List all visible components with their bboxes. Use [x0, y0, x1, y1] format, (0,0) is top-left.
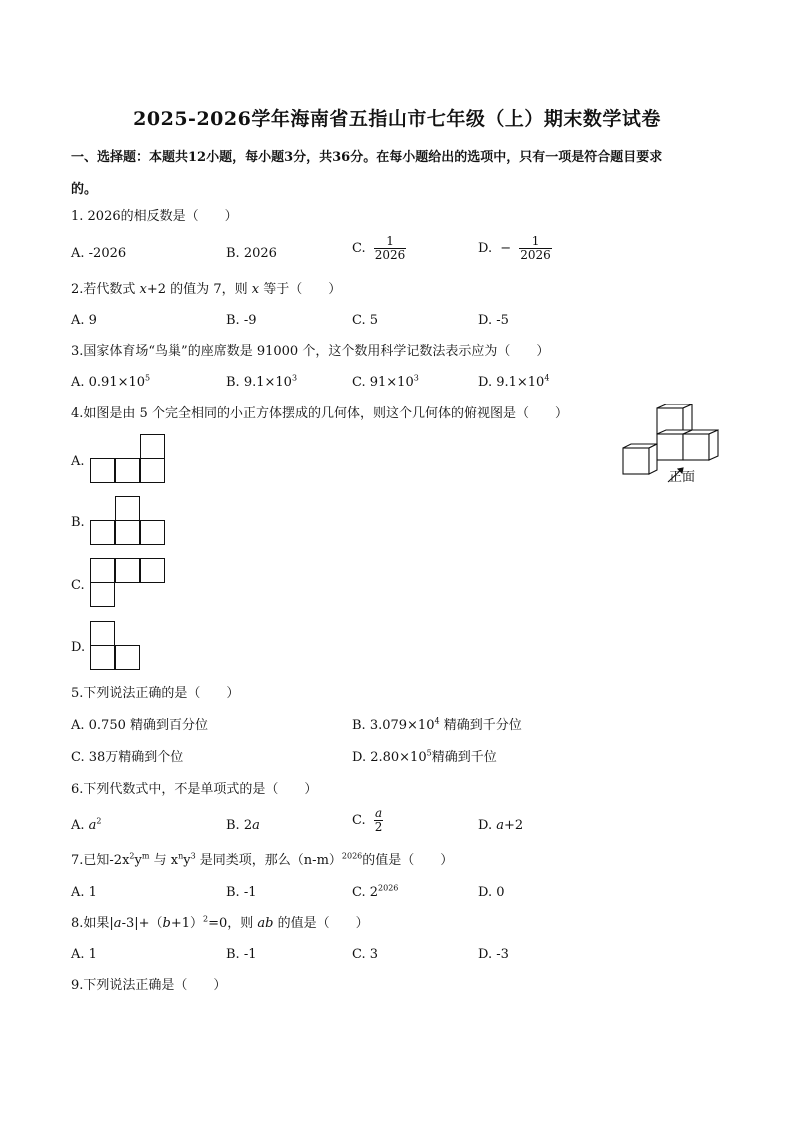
fraction: $\frac{1}{2026}$	[520, 234, 551, 262]
q6-option-b: B. 2a	[226, 818, 260, 833]
q2-option-c: C. 5	[352, 313, 379, 328]
q1-option-c: C. $\frac{1}{2026}$	[352, 234, 406, 262]
q8-option-a: A. 1	[71, 947, 97, 962]
front-label: 正面	[669, 470, 696, 485]
question-9-stem: 9.下列说法正确是（ ）	[71, 978, 227, 993]
fraction: $\frac{1}{2026}$	[374, 234, 406, 262]
q1-option-a: A. -2026	[71, 246, 127, 261]
q7-option-b: B. -1	[226, 885, 257, 900]
question-3-stem: 3.国家体育场“鸟巢”的座席数是 91000 个，这个数用科学记数法表示应为（ ）	[71, 344, 550, 359]
q8-option-b: B. -1	[226, 947, 257, 962]
q7-option-c: C. $2^{2026}$	[352, 883, 399, 900]
q6-option-c: C. $\frac{a}{2}$	[352, 806, 383, 834]
question-6-stem: 6.下列代数式中，不是单项式的是（ ）	[71, 782, 318, 797]
question-4-stem: 4.如图是由 5 个完全相同的小正方体摆成的几何体，则这个几何体的俯视图是（ ）	[71, 406, 568, 421]
q4-option-a-label: A.	[71, 454, 85, 469]
question-5-stem: 5.下列说法正确的是（ ）	[71, 686, 240, 701]
question-2-stem: 2.若代数式 x+2 的值为 7，则 x 等于（ ）	[71, 282, 342, 297]
q2-option-b: B. -9	[226, 313, 257, 328]
q4-option-c-label: C.	[71, 578, 85, 593]
page-title: 2025-2026学年海南省五指山市七年级（上）期末数学试卷	[133, 108, 661, 130]
question-1-stem: 1. 2026的相反数是（ ）	[71, 209, 238, 224]
q3-option-d: D. $9.1\times 10^4$	[478, 373, 550, 390]
q3-option-c: C. $91\times 10^3$	[352, 373, 419, 390]
question-8-stem: 8.如果$|a-3|+(b+1)^2=0$，则 ab 的值是（ ）	[71, 914, 369, 931]
q5-option-d: D. $2.80\times 10^5$精确到千位	[352, 748, 497, 765]
q4-option-d-label: D.	[71, 640, 86, 655]
q8-option-c: C. 3	[352, 947, 379, 962]
q6-option-a: A. $a^2$	[71, 816, 102, 833]
q8-option-d: D. -3	[478, 947, 509, 962]
question-7-stem: 7.已知$-2x^2y^m$ 与 $x^ny^3$ 是同类项，那么$(n-m)^{2026}$的值是（ ）	[71, 851, 454, 868]
q5-option-a: A. 0.750 精确到百分位	[71, 718, 209, 733]
q7-option-d: D. 0	[478, 885, 505, 900]
section-heading: 一、选择题：本题共12小题，每小题3分，共36分。在每小题给出的选项中，只有一项是符合题目要求	[71, 150, 663, 165]
q1-option-b: B. 2026	[226, 246, 277, 261]
q6-option-d: D. a+2	[478, 818, 524, 833]
q3-option-b: B. $9.1\times 10^3$	[226, 373, 298, 390]
q3-option-a: A. $0.91\times 10^5$	[71, 373, 151, 390]
fraction: $\frac{a}{2}$	[374, 806, 383, 834]
section-heading-cont: 的。	[71, 182, 98, 197]
q1-option-d: D. − $\frac{1}{2026}$	[478, 234, 551, 262]
q7-option-a: A. 1	[71, 885, 97, 900]
q4-option-b-label: B.	[71, 515, 85, 530]
q2-option-a: A. 9	[71, 313, 97, 328]
q5-option-c: C. 38万精确到个位	[71, 750, 184, 765]
q5-option-b: B. $3.079\times 10^4$ 精确到千分位	[352, 716, 522, 733]
q2-option-d: D. -5	[478, 313, 509, 328]
